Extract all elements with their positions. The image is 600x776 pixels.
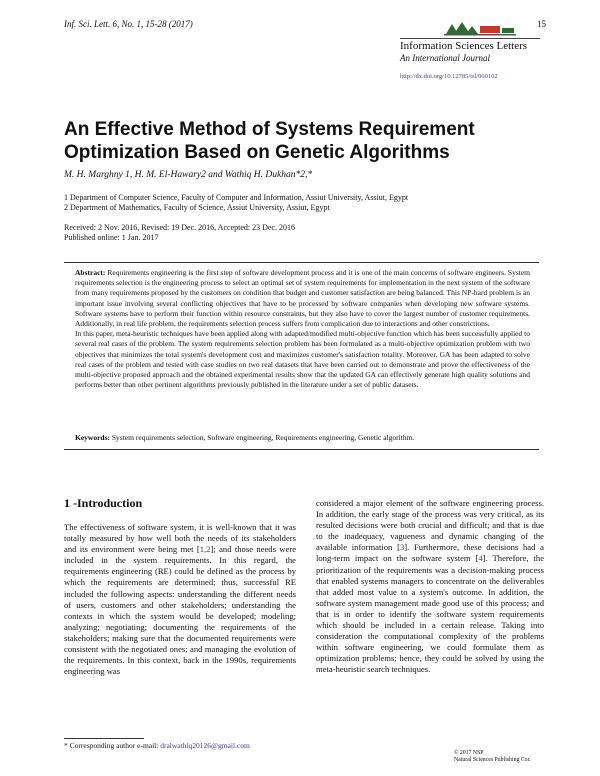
intro-text: ]. Therefore, the prioritization of the requirements was a decision-making process that enabled systems managers to concentrate on the deliverables that added most value to a system's outcome. In addition, the software system management made good use of this process; and that is in order to identify the software system requirements which should be included in a certain release. Taking into consideration the computational complexity of the problems within software engineering, we could formulate them as optimization problems; hence, they could be solved by using the meta-heuristic search techniques. <box>316 553 545 675</box>
author-email-link[interactable]: dralwathiq20126@gmail.com <box>160 741 250 750</box>
intro-text: considered a major element of the software engineering process. In addition, the early stage of the process was very critical, as its resulted decisions were both crucial and difficult; and that is due to the inadequacy, vagueness and dynamic changing of the available information [ <box>316 498 544 553</box>
published-date: Published online: 1 Jan. 2017 <box>64 233 159 242</box>
affiliation-2: 2 Department of Mathematics, Faculty of Science, Assiut University, Assiut, Egypt <box>64 203 330 212</box>
abstract-text-1: Requirements engineering is the first step of software development process and it is one of the main concerns of software engineers. System requirements selection is the engineering process to select an optimal set of system requirements for implementation in the next system of the software from many requirements proposed by the customers on condition that budget and customer satisfaction are being balanced. This NP-hard problem is an important issue involving several conflicting objectives that have to be processed by software companies when developing new software systems. Software systems have to perform their function within resource constraints, but they also have to cover the largest number of customer requirements. Additionally, in real life problem, the requirements selection process suffers from complication due to interactions and other constrictions. <box>75 268 530 329</box>
citation-link[interactable]: 1,2 <box>199 544 211 555</box>
abstract <box>75 268 530 390</box>
abstract-bottom-rule <box>64 449 539 450</box>
intro-text: ]; and those needs were included in the system requirements. In this regard, the requirements engineering (RE) could be defined as the process by which the requirements are determined; thus, successful RE included the following aspects: understanding the different needs of users, customers and other stakeholders; understanding the contexts in which the system would be developed; modeling; analyzing; negotiating; documenting the requirements of the stakeholders; making sure that the documented requirements were consistent with the negotiated ones; and managing the evolution of the requirements. In this context, back in the 1990s, requirements engineering was <box>64 544 297 677</box>
intro-paragraph-left <box>64 522 296 677</box>
abstract-paragraph-2: In this paper, meta-heuristic techniques have been applied along with adapted/modified multi-objective function which has been successfully applied to several real cases of the problem. The system requirements selection problem has been formulated as a multi-objective optimization problem with two objectives that minimizes the total system's development cost and maximizes customer's satisfaction totality. Moreover, GA has been adapted to solve real cases of the problem and tested with case studies on two real datasets that have been carried out to demonstrate and prove the effectiveness of the multi-objective proposed approach and the obtained experimental results show that the updated GA can effectively generate high quality solutions and performs better than other pertinent algorithms previously published in the literature under a set of public datasets. <box>75 329 530 390</box>
abstract-paragraph-1 <box>75 268 530 329</box>
section-heading: 1 -Introduction <box>64 496 143 510</box>
header-divider <box>400 38 540 39</box>
author-list: M. H. Marghny 1, H. M. El-Hawary2 and Wathiq H. Dukhan*2,* <box>64 170 313 180</box>
article-title: An Effective Method of Systems Requirement Optimization Based on Genetic Algorithms <box>64 119 475 163</box>
intro-text: The effectiveness of software system, it is well-known that it was totally measured by how well both the needs of its stakeholders and its environment were being met [ <box>64 522 296 555</box>
keywords-text: System requirements selection, Software engineering, Requirements engineering, Genetic algorithm. <box>111 433 415 442</box>
copyright-line: © 2017 NSP <box>454 750 484 756</box>
journal-name: Information Sciences Letters <box>400 40 528 52</box>
citation-link[interactable]: 3 <box>399 542 405 553</box>
citation-link[interactable]: 4 <box>478 553 483 564</box>
keywords-label: Keywords: <box>75 433 110 442</box>
received-dates: Received: 2 Nov. 2016, Revised: 19 Dec. 2016, Accepted: 23 Dec. 2016 <box>64 223 295 232</box>
right-column <box>316 498 544 676</box>
intro-paragraph-right <box>316 498 544 676</box>
abstract-label: Abstract: <box>75 268 106 277</box>
abstract-top-rule <box>64 262 539 263</box>
footnote-label: * Corresponding author e-mail: <box>64 741 159 750</box>
keywords <box>75 433 530 442</box>
doi-link[interactable]: http://dx.doi.org/10.12785/isl/060102 <box>400 73 498 80</box>
journal-citation: Inf. Sci. Lett. 6, No. 1, 15-28 (2017) <box>64 19 193 29</box>
left-column <box>64 522 296 677</box>
page-number: 15 <box>537 19 546 29</box>
publisher-logo-icon <box>440 16 520 38</box>
corresponding-author-footnote <box>64 741 250 750</box>
publisher-line: Natural Sciences Publishing Cor. <box>454 757 531 763</box>
footnote-divider <box>64 738 144 739</box>
journal-subtitle: An International Journal <box>400 53 490 63</box>
affiliation-1: 1 Department of Computer Science, Faculty of Computer and Information, Assiut University, Assiut, Egypt <box>64 193 409 202</box>
intro-text: ]. Furthermore, these decisions had a long-term impact on the software system [ <box>316 542 544 564</box>
copyright-notice <box>454 750 531 764</box>
